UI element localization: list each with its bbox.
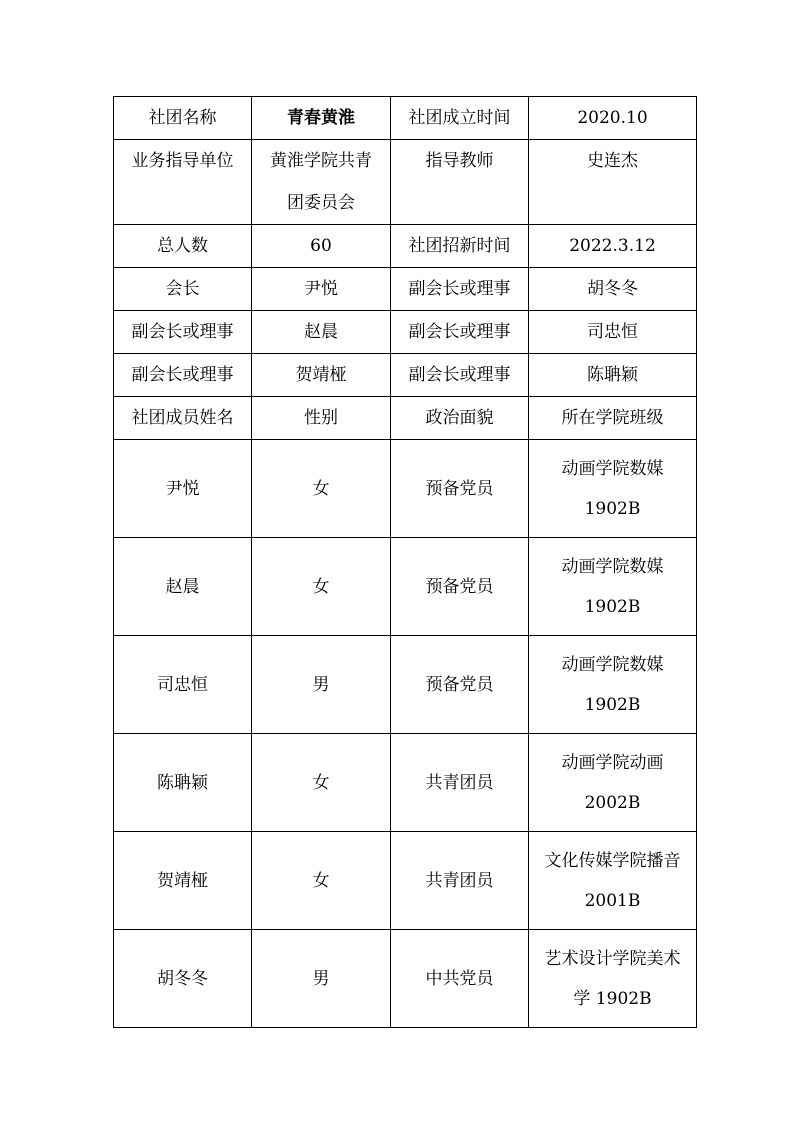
recruit-label: 社团招新时间 bbox=[391, 225, 529, 268]
header-political: 政治面貌 bbox=[391, 397, 529, 440]
member-gender: 男 bbox=[252, 636, 391, 734]
member-gender: 女 bbox=[252, 538, 391, 636]
unit-label: 业务指导单位 bbox=[114, 140, 252, 225]
founded-label: 社团成立时间 bbox=[391, 97, 529, 140]
member-name: 尹悦 bbox=[114, 440, 252, 538]
member-college-line1: 动画学院动画 bbox=[561, 752, 664, 773]
president-value: 尹悦 bbox=[252, 268, 391, 311]
member-college-line1: 动画学院数媒 bbox=[561, 458, 664, 479]
vp-label: 副会长或理事 bbox=[391, 268, 529, 311]
row-vp-3 bbox=[114, 354, 697, 397]
club-registration-form bbox=[113, 96, 696, 1028]
member-college bbox=[529, 636, 697, 734]
member-row bbox=[114, 930, 697, 1028]
member-political: 共青团员 bbox=[391, 832, 529, 930]
member-college-line1: 艺术设计学院美术 bbox=[544, 948, 681, 969]
member-college-line1: 动画学院数媒 bbox=[561, 654, 664, 675]
member-gender: 女 bbox=[252, 832, 391, 930]
member-college-line1: 动画学院数媒 bbox=[561, 556, 664, 577]
unit-value-line2: 团委员会 bbox=[287, 193, 355, 213]
row-vp-2 bbox=[114, 311, 697, 354]
member-college bbox=[529, 538, 697, 636]
header-college: 所在学院班级 bbox=[529, 397, 697, 440]
member-college bbox=[529, 440, 697, 538]
member-college bbox=[529, 832, 697, 930]
club-name-label: 社团名称 bbox=[114, 97, 252, 140]
vp-value: 赵晨 bbox=[252, 311, 391, 354]
member-row bbox=[114, 734, 697, 832]
vp-label: 副会长或理事 bbox=[391, 311, 529, 354]
member-college-line1: 文化传媒学院播音 bbox=[544, 850, 681, 871]
member-political: 预备党员 bbox=[391, 440, 529, 538]
member-name: 贺靖桠 bbox=[114, 832, 252, 930]
member-gender: 男 bbox=[252, 930, 391, 1028]
member-college-line2: 1902B bbox=[584, 596, 641, 617]
member-college-line2: 1902B bbox=[584, 694, 641, 715]
row-total bbox=[114, 225, 697, 268]
advisor-value: 史连杰 bbox=[529, 140, 697, 225]
member-college bbox=[529, 930, 697, 1028]
vp-value: 司忠恒 bbox=[529, 311, 697, 354]
unit-value bbox=[252, 140, 391, 225]
header-name: 社团成员姓名 bbox=[114, 397, 252, 440]
member-college-line2: 2002B bbox=[584, 792, 641, 813]
unit-value-line1: 黄淮学院共青 bbox=[270, 151, 372, 171]
vp-value: 贺靖桠 bbox=[252, 354, 391, 397]
vp-label: 副会长或理事 bbox=[391, 354, 529, 397]
vp-label: 副会长或理事 bbox=[114, 311, 252, 354]
advisor-label: 指导教师 bbox=[391, 140, 529, 225]
member-name: 胡冬冬 bbox=[114, 930, 252, 1028]
member-row bbox=[114, 832, 697, 930]
recruit-value: 2022.3.12 bbox=[529, 225, 697, 268]
club-info-table bbox=[113, 96, 697, 1028]
member-row bbox=[114, 636, 697, 734]
vp-label: 副会长或理事 bbox=[114, 354, 252, 397]
member-name: 司忠恒 bbox=[114, 636, 252, 734]
member-gender: 女 bbox=[252, 440, 391, 538]
vp-value: 陈聃颖 bbox=[529, 354, 697, 397]
member-political: 预备党员 bbox=[391, 538, 529, 636]
member-college bbox=[529, 734, 697, 832]
vp-value: 胡冬冬 bbox=[529, 268, 697, 311]
total-value: 60 bbox=[252, 225, 391, 268]
member-row bbox=[114, 538, 697, 636]
row-club-name bbox=[114, 97, 697, 140]
member-political: 共青团员 bbox=[391, 734, 529, 832]
member-college-line2: 1902B bbox=[584, 498, 641, 519]
founded-value: 2020.10 bbox=[529, 97, 697, 140]
total-label: 总人数 bbox=[114, 225, 252, 268]
row-guidance-unit bbox=[114, 140, 697, 225]
header-gender: 性别 bbox=[252, 397, 391, 440]
member-row bbox=[114, 440, 697, 538]
member-political: 预备党员 bbox=[391, 636, 529, 734]
row-president bbox=[114, 268, 697, 311]
member-name: 陈聃颖 bbox=[114, 734, 252, 832]
president-label: 会长 bbox=[114, 268, 252, 311]
member-gender: 女 bbox=[252, 734, 391, 832]
member-name: 赵晨 bbox=[114, 538, 252, 636]
club-name-value: 青春黄淮 bbox=[252, 97, 391, 140]
member-political: 中共党员 bbox=[391, 930, 529, 1028]
member-college-line2: 2001B bbox=[584, 890, 641, 911]
member-college-line2: 学 1902B bbox=[573, 988, 652, 1009]
members-header-row bbox=[114, 397, 697, 440]
